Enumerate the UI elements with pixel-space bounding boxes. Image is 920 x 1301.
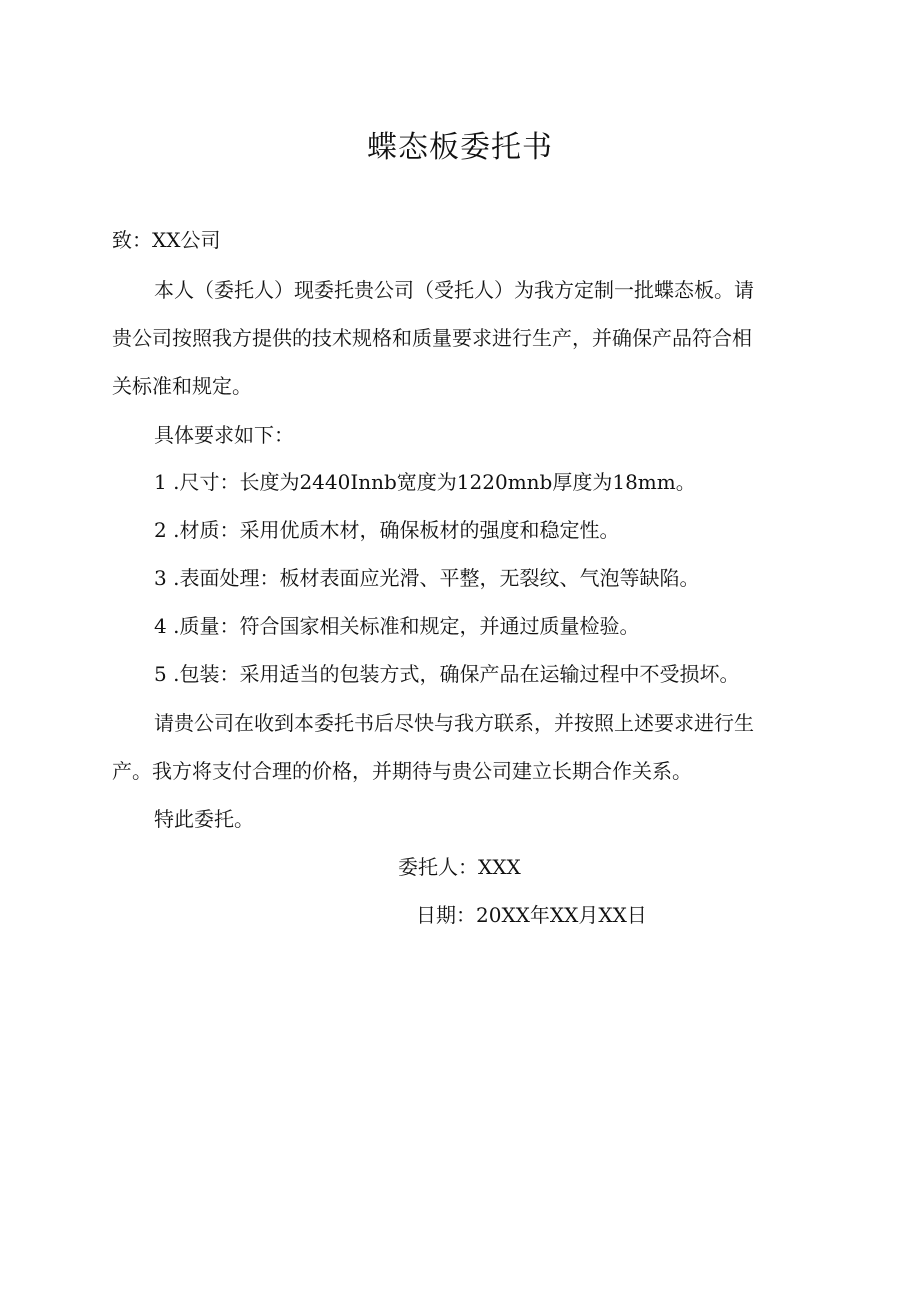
requirements-intro: 具体要求如下：	[154, 423, 294, 447]
signature-principal: 委托人：XXX	[398, 855, 521, 879]
paragraph-1-line-3: 关标准和规定。	[112, 374, 252, 398]
closing-line-1: 请贵公司在收到本委托书后尽快与我方联系，并按照上述要求进行生	[154, 711, 754, 735]
requirement-item-4: 4 .质量：符合国家相关标准和规定，并通过质量检验。	[154, 614, 640, 638]
salutation: 致：XX公司	[112, 228, 221, 252]
special-statement: 特此委托。	[154, 807, 254, 831]
requirement-item-2: 2 .材质：采用优质木材，确保板材的强度和稳定性。	[154, 518, 620, 542]
requirement-item-1: 1 .尺寸：长度为2440Innb宽度为1220mnb厚度为18mm。	[154, 470, 696, 494]
paragraph-1-line-1: 本人（委托人）现委托贵公司（受托人）为我方定制一批蝶态板。请	[154, 278, 754, 302]
closing-line-2: 产。我方将支付合理的价格，并期待与贵公司建立长期合作关系。	[112, 759, 692, 783]
requirement-item-5: 5 .包装：采用适当的包装方式，确保产品在运输过程中不受损坏。	[154, 662, 740, 686]
document-title: 蝶态板委托书	[367, 130, 553, 165]
requirement-item-3: 3 .表面处理：板材表面应光滑、平整，无裂纹、气泡等缺陷。	[154, 566, 700, 590]
signature-date: 日期：20XX年XX月XX日	[416, 903, 647, 927]
paragraph-1-line-2: 贵公司按照我方提供的技术规格和质量要求进行生产，并确保产品符合相	[112, 326, 752, 350]
